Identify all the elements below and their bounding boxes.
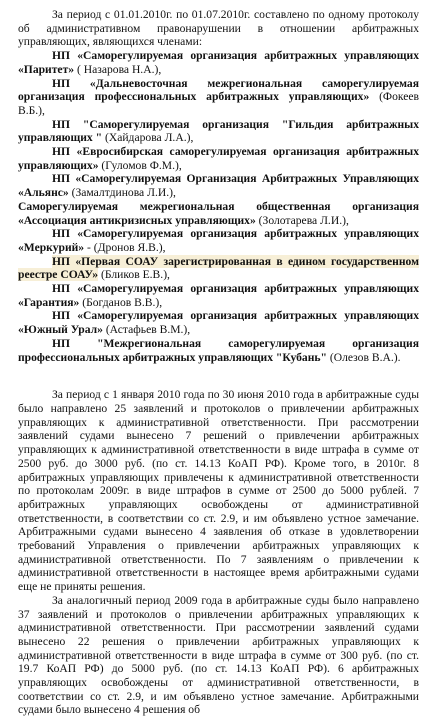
member-item <box>18 309 419 336</box>
intro-paragraph: За период с 01.01.2010г. по 01.07.2010г. составлено по одному протоколу об административном правонарушении в отношении арбитражных управляющих, являющихся членами: <box>18 8 419 49</box>
member-item-highlighted <box>18 255 419 282</box>
member-person: (Фокеев В.Б.), <box>18 90 420 117</box>
member-person: - (Дронов Я.В.), <box>84 240 166 254</box>
paragraph-gap <box>18 364 419 388</box>
member-org: НП "Саморегулируемая организация "Гильдия арбитражных управляющих " <box>18 117 419 145</box>
member-org: НП «Саморегулируемая Организация Арбитражных Управляющих «Альянс» <box>18 172 419 200</box>
member-org: Саморегулируемая межрегиональная общественная организация «Ассоциация антикризисных управляющих» <box>18 199 419 227</box>
member-org: НП «Первая СОАУ зарегистрированная в едином государственном реестре СОАУ» <box>18 254 419 282</box>
member-person: (Золотарева Л.И.), <box>255 213 349 227</box>
member-org: НП «Дальневосточная межрегиональная саморегулируемая организация профессиональных арбитражных управляющих» <box>18 76 419 104</box>
member-org: НП «Саморегулируемая организация арбитражных управляющих «Меркурий» <box>18 227 419 254</box>
member-item <box>18 77 419 118</box>
member-org: НП «Евросибирская саморегулируемая организация арбитражных управляющих» <box>18 145 419 172</box>
paragraph-2009: За аналогичный период 2009 года в арбитражные суды было направлено 37 заявлений и протоколов о привлечении арбитражных управляющих к административной ответственности. При рассмотрении заявлений судами вынесено 22 решения о привлечении арбитражных управляющих к административной ответственности в виде штрафа в сумме от 300 руб. (по ст. 19.7 КоАП РФ) до 5000 руб. (по ст. 14.13 КоАП РФ). 6 арбитражных управляющих освобождены от административной ответственности, в соответствии со ст. 2.9, и им объявлено устное замечание. Арбитражными судами было вынесено 4 решения об <box>18 593 419 717</box>
member-item <box>18 49 419 76</box>
member-list <box>18 49 419 364</box>
member-org: НП "Межрегиональная саморегулируемая организация профессиональных арбитражных управляющих "Кубань" <box>18 336 419 364</box>
member-item <box>18 145 419 172</box>
member-person: (Замалтдинова Л.И.), <box>68 186 176 200</box>
member-person: (Хайдарова Л.А.), <box>102 131 194 145</box>
member-org: НП «Саморегулируемая организация арбитражных управляющих «Гарантия» <box>18 282 419 309</box>
member-item <box>18 282 419 309</box>
member-item <box>18 118 419 145</box>
member-person: (Астафьев В.М.), <box>102 323 191 337</box>
member-item <box>18 172 419 199</box>
member-person: ( Назарова Н.А.), <box>74 62 162 76</box>
member-person: (Гуломов Ф.М.), <box>98 158 182 172</box>
member-item <box>18 200 419 227</box>
paragraph-2010: За период с 1 января 2010 года по 30 июня 2010 года в арбитражные суды было направлено 25 заявлений и протоколов о привлечении арбитражных управляющих к административной ответственности. При рассмотрении заявлений судами вынесено 7 решений о привлечении арбитражных управляющих к административной ответственности в виде штрафа в сумме от 2500 руб. до 3000 руб. (по ст. 14.13 КоАП РФ). Кроме того, в 2010г. 8 арбитражных управляющих привлечены к административной ответственности по протоколам 2009г. в виде штрафов в сумме от 2500 до 5000 рублей. 7 арбитражных управляющих освобождены от административной ответственности, в соответствии со ст. 2.9, и им объявлено устное замечание. Арбитражными судами вынесено 4 заявления об отказе в удовлетворении требований Управления о привлечении арбитражных управляющих к административной ответственности. По 7 заявлениям о привлечении к административной ответственности в настоящее время арбитражными судами еще не приняты решения. <box>18 388 419 594</box>
member-item <box>18 337 419 364</box>
member-person: (Олезов В.А.). <box>326 350 401 364</box>
member-org: НП «Саморегулируемая организация арбитражных управляющих «Паритет» <box>18 49 419 76</box>
member-item <box>18 227 419 254</box>
member-person: (Бликов Е.В.), <box>98 268 170 282</box>
member-org: НП «Саморегулируемая организация арбитражных управляющих «Южный Урал» <box>18 309 419 337</box>
member-person: (Богданов В.В.), <box>79 295 163 309</box>
